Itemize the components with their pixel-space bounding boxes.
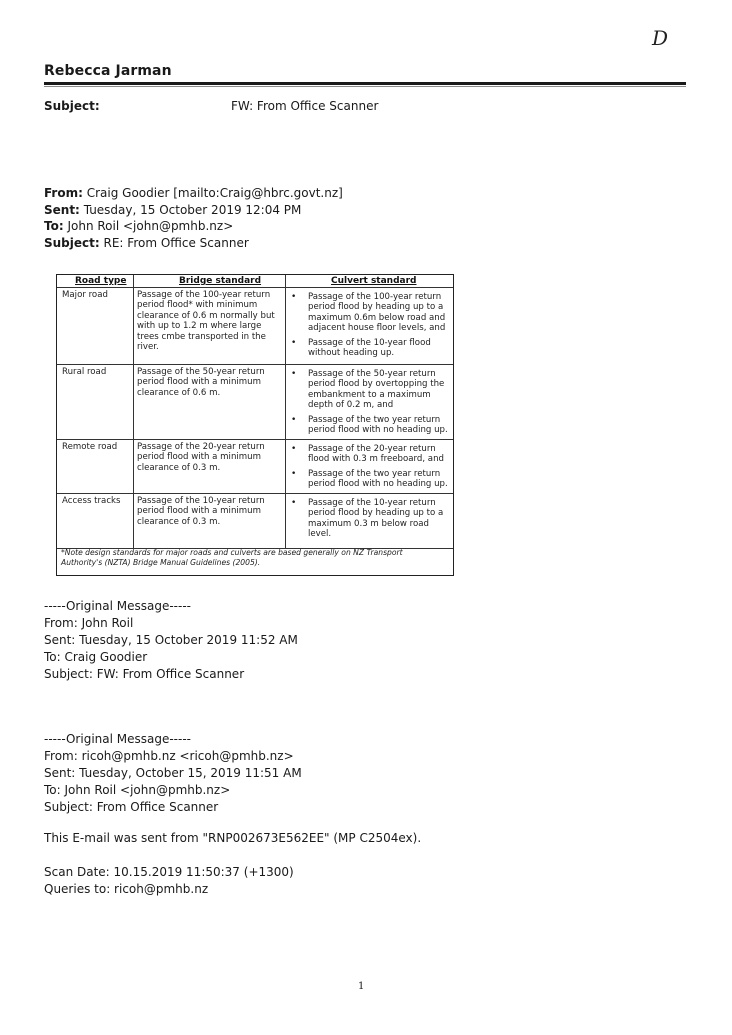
bullet-icon: • [291, 468, 297, 479]
cell-line: period flood with a minimum [137, 506, 261, 517]
message-from: From: John Roil [44, 615, 134, 630]
from-row: From: Craig Goodier [mailto:Craig@hbrc.govt.nz] [44, 186, 343, 200]
road-type-cell [62, 290, 108, 300]
cell-line: river. [137, 342, 159, 353]
cell-line: Passage of the 100-year return [137, 290, 271, 300]
culvert-standard-item [308, 444, 444, 465]
cell-line: Passage of the 10-year return [137, 496, 265, 506]
subject-value: FW: From Office Scanner [231, 99, 379, 113]
cell-line: trees cmbe transported in the [137, 331, 266, 342]
cell-line: Passage of the 10-year return [308, 498, 436, 508]
cell-line: period flood with no heading up. [308, 479, 448, 490]
original-message-1 [44, 598, 298, 683]
table-footnote [61, 548, 446, 568]
cell-line: Passage of the 50-year return [308, 369, 436, 379]
bullet-icon: • [291, 369, 297, 379]
culvert-standard-item [308, 369, 444, 411]
message-sent: Sent: Tuesday, 15 October 2019 11:52 AM [44, 632, 298, 647]
cell-line: period flood with a minimum [137, 452, 261, 463]
original-message-2 [44, 731, 302, 816]
message-to: To: John Roil <john@pmhb.nz> [44, 782, 231, 797]
cell-line: flood with 0.3 m freeboard, and [308, 454, 444, 465]
cell-line: period flood* with minimum [137, 300, 258, 311]
header-bridge-standard: Bridge standard [179, 276, 262, 286]
cell-line: clearance of 0.6 m. [137, 387, 221, 398]
body-text: This E-mail was sent from "RNP002673E562EE" (MP C2504ex). [44, 831, 422, 845]
subject-label: Subject: [44, 99, 100, 113]
cell-line: period flood with no heading up. [308, 425, 448, 435]
bullet-icon: • [291, 498, 297, 508]
table-divider [285, 275, 286, 548]
cell-line: Passage of the 20-year return [137, 442, 265, 452]
message-subject: Subject: From Office Scanner [44, 799, 219, 814]
re-subject-value: RE: From Office Scanner [103, 235, 249, 250]
page-number: 1 [358, 981, 365, 992]
bridge-standard-cell [137, 496, 265, 527]
message-subject: Subject: FW: From Office Scanner [44, 666, 245, 681]
cell-line: without heading up. [308, 348, 395, 358]
cell-line: Passage of the 50-year return [137, 367, 265, 377]
bullet-icon: • [291, 444, 297, 454]
sender-name: Rebecca Jarman [44, 63, 172, 79]
forward-header [44, 185, 343, 251]
to-row: To: John Roil <john@pmhb.nz> [44, 219, 234, 233]
bridge-standard-cell [137, 367, 265, 398]
to-value: John Roil <john@pmhb.nz> [67, 219, 234, 233]
cell-line: maximum 0.3 m below road [308, 518, 430, 529]
culvert-standard-item [308, 498, 443, 540]
cell-line: maximum 0.6m below road and [308, 312, 446, 323]
bridge-standard-cell [137, 290, 275, 352]
cell-line: Passage of the two year return [308, 414, 441, 425]
cell-line: Remote road [62, 442, 118, 452]
road-type-cell [62, 367, 106, 377]
queries-contact: Queries to: ricoh@pmhb.nz [44, 882, 209, 896]
table-divider [133, 275, 134, 548]
bullet-icon: • [291, 337, 297, 348]
cell-line: Passage of the 10-year flood [308, 337, 431, 348]
bullet-icon: • [291, 292, 297, 302]
cell-line: Major road [62, 290, 108, 300]
culvert-standard-item [308, 415, 448, 436]
cell-line: period flood by overtopping the [308, 379, 445, 390]
cell-line: level. [308, 529, 332, 540]
subject-row: Subject: RE: From Office Scanner [44, 235, 249, 250]
header-culvert-standard: Culvert standard [331, 276, 417, 286]
cell-line: adjacent house floor levels, and [308, 323, 446, 334]
cell-line: clearance of 0.3 m. [137, 516, 221, 527]
table-divider [57, 364, 453, 365]
road-standards-table [56, 274, 454, 576]
table-divider [57, 287, 453, 288]
cell-line: period flood by heading up to a [308, 302, 444, 313]
from-value: Craig Goodier [mailto:Craig@hbrc.govt.nz] [86, 186, 343, 200]
bullet-icon: • [291, 414, 297, 425]
footnote-line: *Note design standards for major roads and culverts are based generally on NZ Transport [61, 548, 403, 557]
message-to: To: Craig Goodier [44, 649, 148, 664]
cell-line: clearance of 0.3 m. [137, 462, 221, 473]
message-divider: -----Original Message----- [44, 732, 191, 746]
bridge-standard-cell [137, 442, 265, 473]
cell-line: Passage of the 100-year return [308, 292, 442, 302]
table-divider [57, 493, 453, 494]
culvert-standard-item [308, 338, 431, 359]
scan-date: Scan Date: 10.15.2019 11:50:37 (+1300) [44, 865, 294, 879]
cell-line: Passage of the 20-year return [308, 444, 436, 454]
cell-line: Rural road [62, 367, 107, 377]
cell-line: period flood by heading up to a [308, 508, 444, 519]
header-rule [44, 82, 686, 85]
header-road-type: Road type [75, 276, 127, 286]
header-rule-thin [44, 86, 686, 87]
footnote-line: Authority's (NZTA) Bridge Manual Guidelines (2005). [61, 558, 261, 567]
message-from: From: ricoh@pmhb.nz <ricoh@pmhb.nz> [44, 748, 294, 763]
culvert-standard-item [308, 469, 448, 490]
cell-line: embankment to a maximum [308, 389, 431, 400]
sent-row: Sent: Tuesday, 15 October 2019 12:04 PM [44, 202, 302, 217]
cell-line: Passage of the two year return [308, 468, 441, 479]
corner-handwritten-mark: D [652, 26, 669, 50]
cell-line: period flood with a minimum [137, 377, 261, 388]
road-type-cell [62, 442, 117, 452]
culvert-standard-item [308, 292, 445, 334]
cell-line: clearance of 0.6 m normally but [137, 310, 275, 321]
sent-value: Tuesday, 15 October 2019 12:04 PM [83, 202, 302, 217]
table-divider [57, 439, 453, 440]
road-type-cell [62, 496, 121, 506]
message-divider: -----Original Message----- [44, 599, 191, 613]
cell-line: with up to 1.2 m where large [137, 321, 262, 332]
cell-line: depth of 0.2 m, and [308, 400, 394, 411]
cell-line: Access tracks [62, 496, 121, 506]
message-sent: Sent: Tuesday, October 15, 2019 11:51 AM [44, 765, 302, 780]
